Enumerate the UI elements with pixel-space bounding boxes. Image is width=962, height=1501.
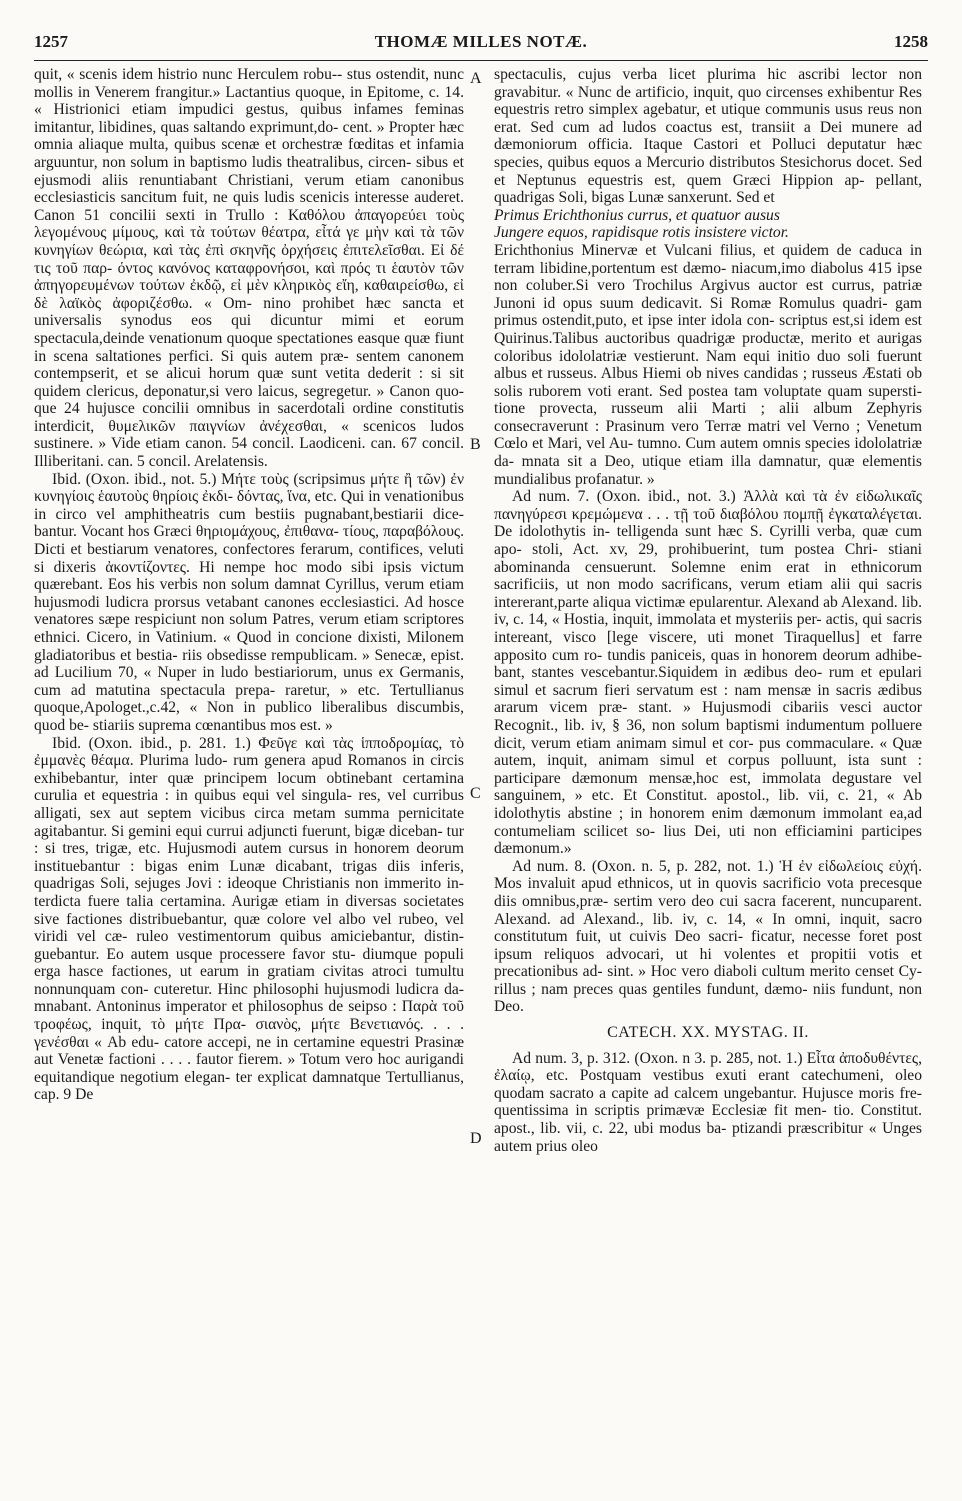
running-header	[34, 30, 928, 61]
verse-line-1: Primus Erichthonius currus, et quatuor ausus	[494, 206, 780, 224]
right-paragraph-2: Erichthonius Minervæ et Vulcani filius, et quidem de caduca in terram libidine,portentum est dæmo- niacum,imo diabolus 415 ipse non coluber.Si vero Trochilus Argivus auctor est currus, patriæ Junoni id opus suum dedicavit. Si Romæ Romulus quadri- gam primus ostendit,puto, et ipse inter idola con- scriptus est,si idem est Quirinus.Talibus auctoribus quadrigæ productæ, merito et aurigas coloribus idololatriæ vestierunt. Nam equi initio duo soli fuerunt albus et russeus. Albus Hiemi ob nives candidas ; russeus Æstati ob solis ruborem voti erant. Sed postea tam voluptate quam supersti- tione provecta, russeum alii Marti ; alii album Zephyris consecraverunt : Prasinum vero Terræ matri vel Verno ; Venetum Cœlo et Mari, vel Au- tumno. Cum autem omnis species idololatriæ da- mnata sit a Deo, utique etiam illa damnatur, quæ elementis mundialibus profanatur. »	[494, 241, 922, 488]
verse-line-2: Jungere equos, rapidisque rotis insistere victor.	[494, 224, 789, 242]
right-paragraph-4: Ad num. 8. (Oxon. n. 5, p. 282, not. 1.) Ἡ ἐν εἰδωλείοις εὐχή. Mos invaluit apud ethnicos, ut in quovis sacrificio vota precesque diis omnibus,præ- sertim vero deo cui sacra facerent, nuncuparent. Alexand. ad Alexand., lib. iv, c. 14, « In omni, inquit, sacro constitutum fuit, ut cuivis Deo sacri- ficatur, necesse foret post ipsum reliquos advocari, ut hi volentes et propitii votis et precationibus ad- sint. » Hoc vero diaboli cultum merito censet Cy- rillus ; nam preces quas gentiles fundunt, dæmo- niis fundunt, non Deo.	[494, 857, 922, 1016]
page-number-right: 1258	[894, 32, 928, 51]
left-paragraph-1: quit, « scenis idem histrio nunc Herculem robu-- stus ostendit, nunc mollis in Venerem frangitur.» Lactantius quoque, in Epitome, c. 14. « Histrionici etiam impudici gestus, quibus infames feminas imitantur, libidines, quas saltando exprimunt,do- cent. » Propter hæc omnia aliaque multa, quibus scenæ et orchestræ fœditas et infamia arguuntur, non solum in baptismo ludis theatralibus, circen- sibus et ejusmodi aliis renuntiabant Christiani, verum etiam canonibus ecclesiasticis sancitum fuit, ne quis ludis scenicis interesse auderet. Canon 51 concilii sexti in Trullo : Καθόλου ἀπαγορεύει τοὺς λεγομένους μίμους, καὶ τὰ τούτων θέατρα, εἶτά γε μὴν καὶ τὰ τῶν κυνηγίων θεώρια, καὶ τὰς ἐπὶ σκηνῆς ὀρχήσεις ἐπιτελεῖσθαι. Εἰ δέ τις τοῦ παρ- όντος κανόνος καταφρονήσοι, καὶ πρός τι ἑαυτὸν τῶν ἀπηγορευμένων τούτων ἐκδῷ, εἰ μὲν κληρικὸς εἴη, καθαιρείσθω, εἰ δὲ λαϊκὸς ἀφοριζέσθω. « Om- nino prohibet hæc sancta et universalis synodus eos qui dicuntur mimi et eorum spectacula,deinde venationum quoque spectationes easque quæ fiunt in scena saltationes perfici. Si quis autem præ- sentem canonem contempserit, et se alicui horum quæ sunt vetita dederit : si sit quidem clericus, deponatur,si vero laicus, segregetur. » Canon quo- que 24 hujusce concilii omnibus in sacerdotali ordine constitutis interdicit, θυμελικῶν παιγνίων ἀνέχεσθαι, « scenicos ludos sustinere. » Vide etiam canon. 54 concil. Laodiceni. can. 67 concil. Illiberitani. can. 5 concil. Arelatensis.	[34, 66, 464, 471]
column-marker-b: B	[470, 436, 481, 453]
running-title: THOMÆ MILLES NOTÆ.	[374, 32, 588, 51]
page-number-left: 1257	[34, 32, 68, 51]
right-column	[494, 66, 922, 1155]
left-column	[34, 66, 464, 1104]
left-paragraph-3: Ibid. (Oxon. ibid., p. 281. 1.) Φεῦγε καὶ τὰς ἱπποδρομίας, τὸ ἐμμανὲς θέαμα. Plurima ludo- rum genera apud Romanos in circis exhibebantur, inter quæ principem locum obtinebant certamina curulia et equestria : in quibus equi vel singula- res, vel curribus alligati, sex aut septem vicibus circa metam summa pernicitate agitabantur. Si gemini equi currui adjuncti fuerunt, bigæ diceban- tur : si tres, trigæ, etc. Hujusmodi autem cursus in honorem deorum instituebantur : bigas enim Lunæ dicabant, trigas diis inferis, quadrigas Soli, sejuges Jovi : ideoque Christianis non immerito in- terdicta fuere talia certamina. Aurigæ etiam in diversas societates sive factiones distribuebantur, quæ colore vel albo vel rubeo, vel viridi vel cæ- ruleo vestimentorum quibus amiciebantur, distin- guebantur. Eo autem usque processere favor stu- diumque populi erga hasce factiones, ut earum in gratiam civitas atroci tumultu nonnunquam con- cuteretur. Hinc philosophi hujusmodi ludicra da- mnabant. Antoninus imperator et philosophus de seipso : Παρὰ τοῦ τροφέως, inquit, τὸ μήτε Πρα- σιανὸς, μήτε Βενετιανός. . . . γενέσθαι « Ab edu- catore accepi, ne in certamine equestri Prasinæ aut Venetæ factioni . . . . fautor fierem. » Totum vero hoc aurigandi equitandique negotium elegan- ter explicat damnatque Tertullianus, cap. 9 De	[34, 734, 464, 1104]
right-paragraph-1: spectaculis, cujus verba licet plurima hic ascribi lector non gravabitur. « Nunc de artificio, inquit, quo circenses exhibentur Res equestris retro simplex agebatur, et utique communis usus reus non erat. Sed cum ad ludos coactus est, transiit a Dei munere ad dæmoniorum officia. Itaque Castori et Polluci deputatur hæc species, quibus equos a Mercurio distributos Stesichorus docet. Sed et Neptunus equestris est, quem Græci Hippion ap- pellant, quadrigas Soli, bigas Lunæ sanxerunt. Sed et	[494, 66, 922, 207]
column-marker-d: D	[470, 1130, 482, 1147]
column-marker-a: A	[470, 70, 482, 87]
section-heading: CATECH. XX. MYSTAG. II.	[607, 1024, 809, 1042]
right-paragraph-3: Ad num. 7. (Oxon. ibid., not. 3.) Ἀλλὰ καὶ τὰ ἐν εἰδωλικαῖς πανηγύρεσι κρεμώμενα . . . τῇ τοῦ διαβόλου πομπῇ ἐγκαταλέγεται. De idolothytis in- telligenda sunt hæc S. Cyrilli verba, quæ cum apo- stoli, Act. xv, 29, prohibuerint, tum postea Chri- stiani abominanda censuerunt. Solemne enim erat in ethnicorum sacrificiis, ut non modo sacrificans, verum etiam alii qui sacris intererant,parte aliqua victimæ epularentur. Alexand ab Alexand. lib. iv, c. 14, « Hostia, inquit, immolata et mysteriis per- actis, qui sacris intereant, visco [lege viscere, uti monet Tiraquellus] et farre apposito cum ro- tundis paniceis, quas in honorem deorum adhibe- bant, stantes vescebantur.Siquidem in ædibus deo- rum et epulari simul et sacrum fieri servatum est : nam mensæ in sacris ædibus ararum vicem præ- stant. » Hujusmodi cibariis vesci auctor Recognit., lib. iv, § 36, non solum baptismi indumentum polluere dicit, verum etiam animam simul et cor- pus commaculare. « Quæ autem, inquit, animam simul et corpus polluunt, ista sunt : participare dæmonum mensæ,hoc est, immolata degustare vel sanguinem, » etc. Et Constitut. apostol., lib. vii, c. 21, « Ab idolothytis abstine ; in honorem enim dæmonum immolant ea,ad contumeliam scilicet so- lius Dei, uti non efficiamini participes dæmonum.»	[494, 488, 922, 858]
left-paragraph-2: Ibid. (Oxon. ibid., not. 5.) Μήτε τοὺς (scripsimus μήτε ἢ τῶν) ἐν κυνηγίοις ἑαυτοὺς θηρίοις ἐκδι- δόντας, ἵνα, etc. Qui in venationibus in circo vel amphitheatris cum bestiis pugnabant,bestiarii dice- bantur. Vocant hos Græci θηριομάχους, ἐπιθανα- τίους, παραβόλους. Dicti et bestiarum venatores, confectores ferarum, contifices, veluti si dixeris ἀκοντίζοντες. Hi nempe hoc modo sibi ipsis victum quærebant. Eos his verbis non solum damnat Cyrillus, verum etiam hujusmodi ludicra prorsus vetabant canones ecclesiastici. Ad hosce venatores sæpe respiciunt non solum Patres, verum etiam scriptores ethnici. Cicero, in Vatinium. « Quod in concione dixisti, Milonem gladiatoribus et bestia- riis obsedisse rempublicam. » Senecæ, epist. ad Lucilium 70, « Nuper in ludo bestiariorum, unus ex Germanis, cum ad matutina spectacula prepa- raretur, » etc. Tertullianus quoque,Apologet.,c.42, « Non in publico liberalibus discumbis, quod be- stiariis suprema cœnantibus mos est. »	[34, 470, 464, 734]
column-marker-c: C	[470, 785, 481, 802]
right-paragraph-5: Ad num. 3, p. 312. (Oxon. n 3. p. 285, not. 1.) Εἶτα ἀποδυθέντες, ἐλαίῳ, etc. Postquam vestibus exuti erant catechumeni, oleo quodam sacrato a capite ad calcem ungebantur. Hujusce moris fre- quentissima in scriptis primævæ Ecclesiæ fit men- tio. Constitut. apost., lib. vii, c. 22, ubi modus ba- ptizandi præscribitur « Unges autem prius oleo	[494, 1049, 922, 1155]
